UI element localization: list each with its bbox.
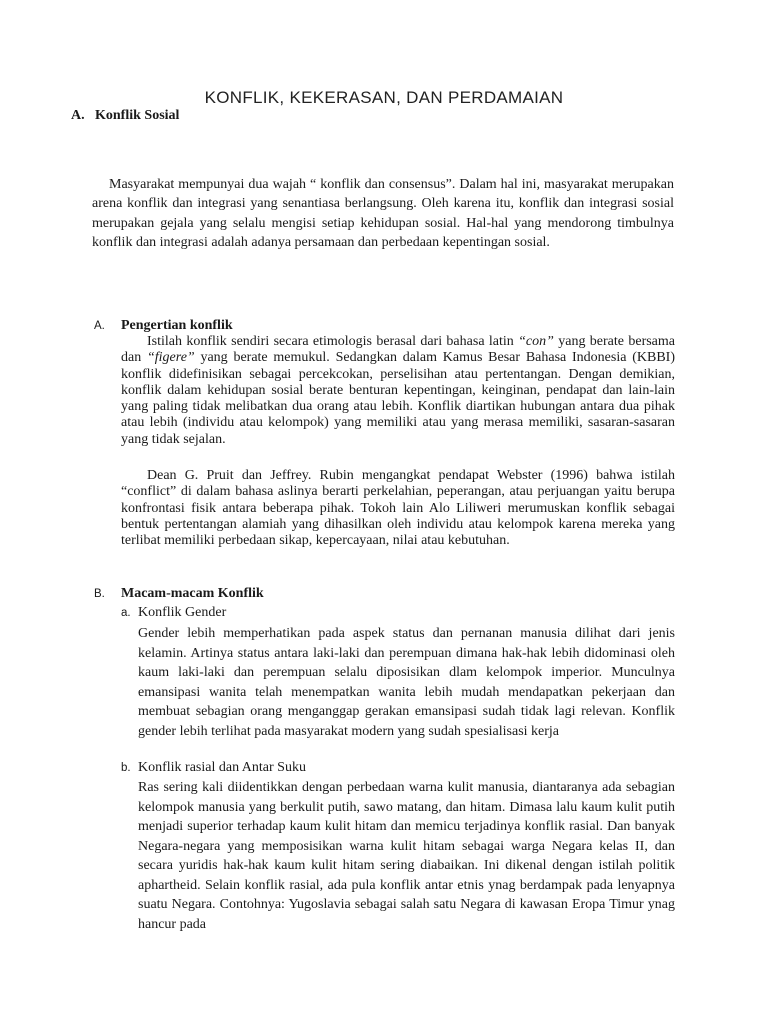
pengertian-text-b: yang berate bersama dan xyxy=(121,334,675,366)
term-con: “con” xyxy=(518,334,554,349)
subsection-title: Pengertian konflik xyxy=(121,318,233,333)
pengertian-paragraph-2 xyxy=(121,468,675,549)
subsection-letter: B. xyxy=(94,588,105,600)
pengertian-text-2: Dean G. Pruit dan Jeffrey. Rubin mengangkat pendapat Webster (1996) bahwa istilah “conflict” di dalam bahasa aslinya berarti perkelahian, peperangan, atau perjuangan yaitu berupa konfrontasi fisik antara beberapa pihak. Tokoh lain Alo Liliweri merumuskan konflik sebagai bentuk pertentangan alamiah yang dihasilkan oleh individu atau kelompok karena mereka yang terlibat memiliki perbedaan sikap, kepercayaan, nilai atau kebutuhan. xyxy=(121,468,675,549)
pengertian-paragraph-1 xyxy=(121,334,675,448)
item-heading-konflik-rasial xyxy=(121,760,306,776)
item-title: Konflik rasial dan Antar Suku xyxy=(138,760,306,775)
item-title: Konflik Gender xyxy=(138,605,227,620)
konflik-rasial-paragraph: Ras sering kali diidentikkan dengan perbedaan warna kulit manusia, diantaranya ada sebagian kelompok manusia yang berkulit putih, sawo matang, dan hitam. Dimasa lalu kaum kulit putih menjadi superior terhadap kaum kulit hitam dan memicu terjadinya konflik rasial. Dan banyak Negara-negara yang memposisikan warna kulit hitam sebagai warga Negara kelas II, dan secara yuridis hak-hak kaum kulit hitam sering diabaikan. Ini dikenal dengan istilah politik aphartheid. Selain konflik rasial, ada pula konflik antar etnis ynag berdampak pada lenyapnya suatu Negara. Contohnya: Yugoslavia sebagai salah satu Negara di kawasan Eropa Timur ynag hancur pada xyxy=(138,780,675,932)
item-letter: a. xyxy=(121,607,131,619)
item-heading-konflik-gender xyxy=(121,605,226,621)
section-number: A. xyxy=(71,108,85,123)
pengertian-text-a: Istilah konflik sendiri secara etimologis berasal dari bahasa latin xyxy=(147,334,519,349)
item-letter: b. xyxy=(121,762,131,774)
subsection-title: Macam-macam Konflik xyxy=(121,586,264,601)
subsection-letter: A. xyxy=(94,320,105,332)
konflik-gender-paragraph: Gender lebih memperhatikan pada aspek status dan pernanan manusia dilihat dari jenis kelamin. Artinya status antara laki-laki dan perempuan dimana hak-hak lebih didominasi oleh kaum laki-laki dan perempuan selalu diposisikan dlam kelompok imperior. Munculnya emansipasi wanita telah menempatkan wanita lebih mudah mendapatkan pekerjaan dan membuat sebagian orang menganggap gerakan emansipasi sudah tidak lagi relevan. Konflik gender lebih terlihat pada masyarakat modern yang sudah spesialisasi kerja xyxy=(138,626,675,739)
intro-paragraph xyxy=(92,175,674,253)
document-title: KONFLIK, KEKERASAN, DAN PERDAMAIAN xyxy=(204,88,564,107)
term-figere: “figere” xyxy=(146,350,195,366)
section-title: Konflik Sosial xyxy=(95,108,180,123)
section-heading-konflik-sosial xyxy=(71,108,179,124)
intro-text: Masyarakat mempunyai dua wajah “ konflik dan consensus”. Dalam hal ini, masyarakat merupakan arena konflik dan integrasi yang senantiasa berlangsung. Oleh karena itu, konflik dan integrasi sosial merupakan gejala yang selalu mengisi setiap kehidupan sosial. Hal-hal yang mendorong timbulnya konflik dan integrasi adalah adanya persamaan dan perbedaan kepentingan sosial. xyxy=(92,177,674,251)
pengertian-text-c: yang berate memukul. Sedangkan dalam Kamus Besar Bahasa Indonesia (KBBI) konflik didefinisikan sebagai percekcokan, perselisihan atau pertentangan. Dengan demikian, konflik dalam kehidupan sosial berate benturan kepentingan, keinginan, pendapat dan lain-lain yang paling tidak melibatkan dua orang atau lebih. Konflik diartikan hubungan antara dua pihak atau lebih (individu atau kelompok) yang memiliki atau yang merasa memiliki, sasaran-sasaran yang tidak sejalan. xyxy=(121,350,675,447)
